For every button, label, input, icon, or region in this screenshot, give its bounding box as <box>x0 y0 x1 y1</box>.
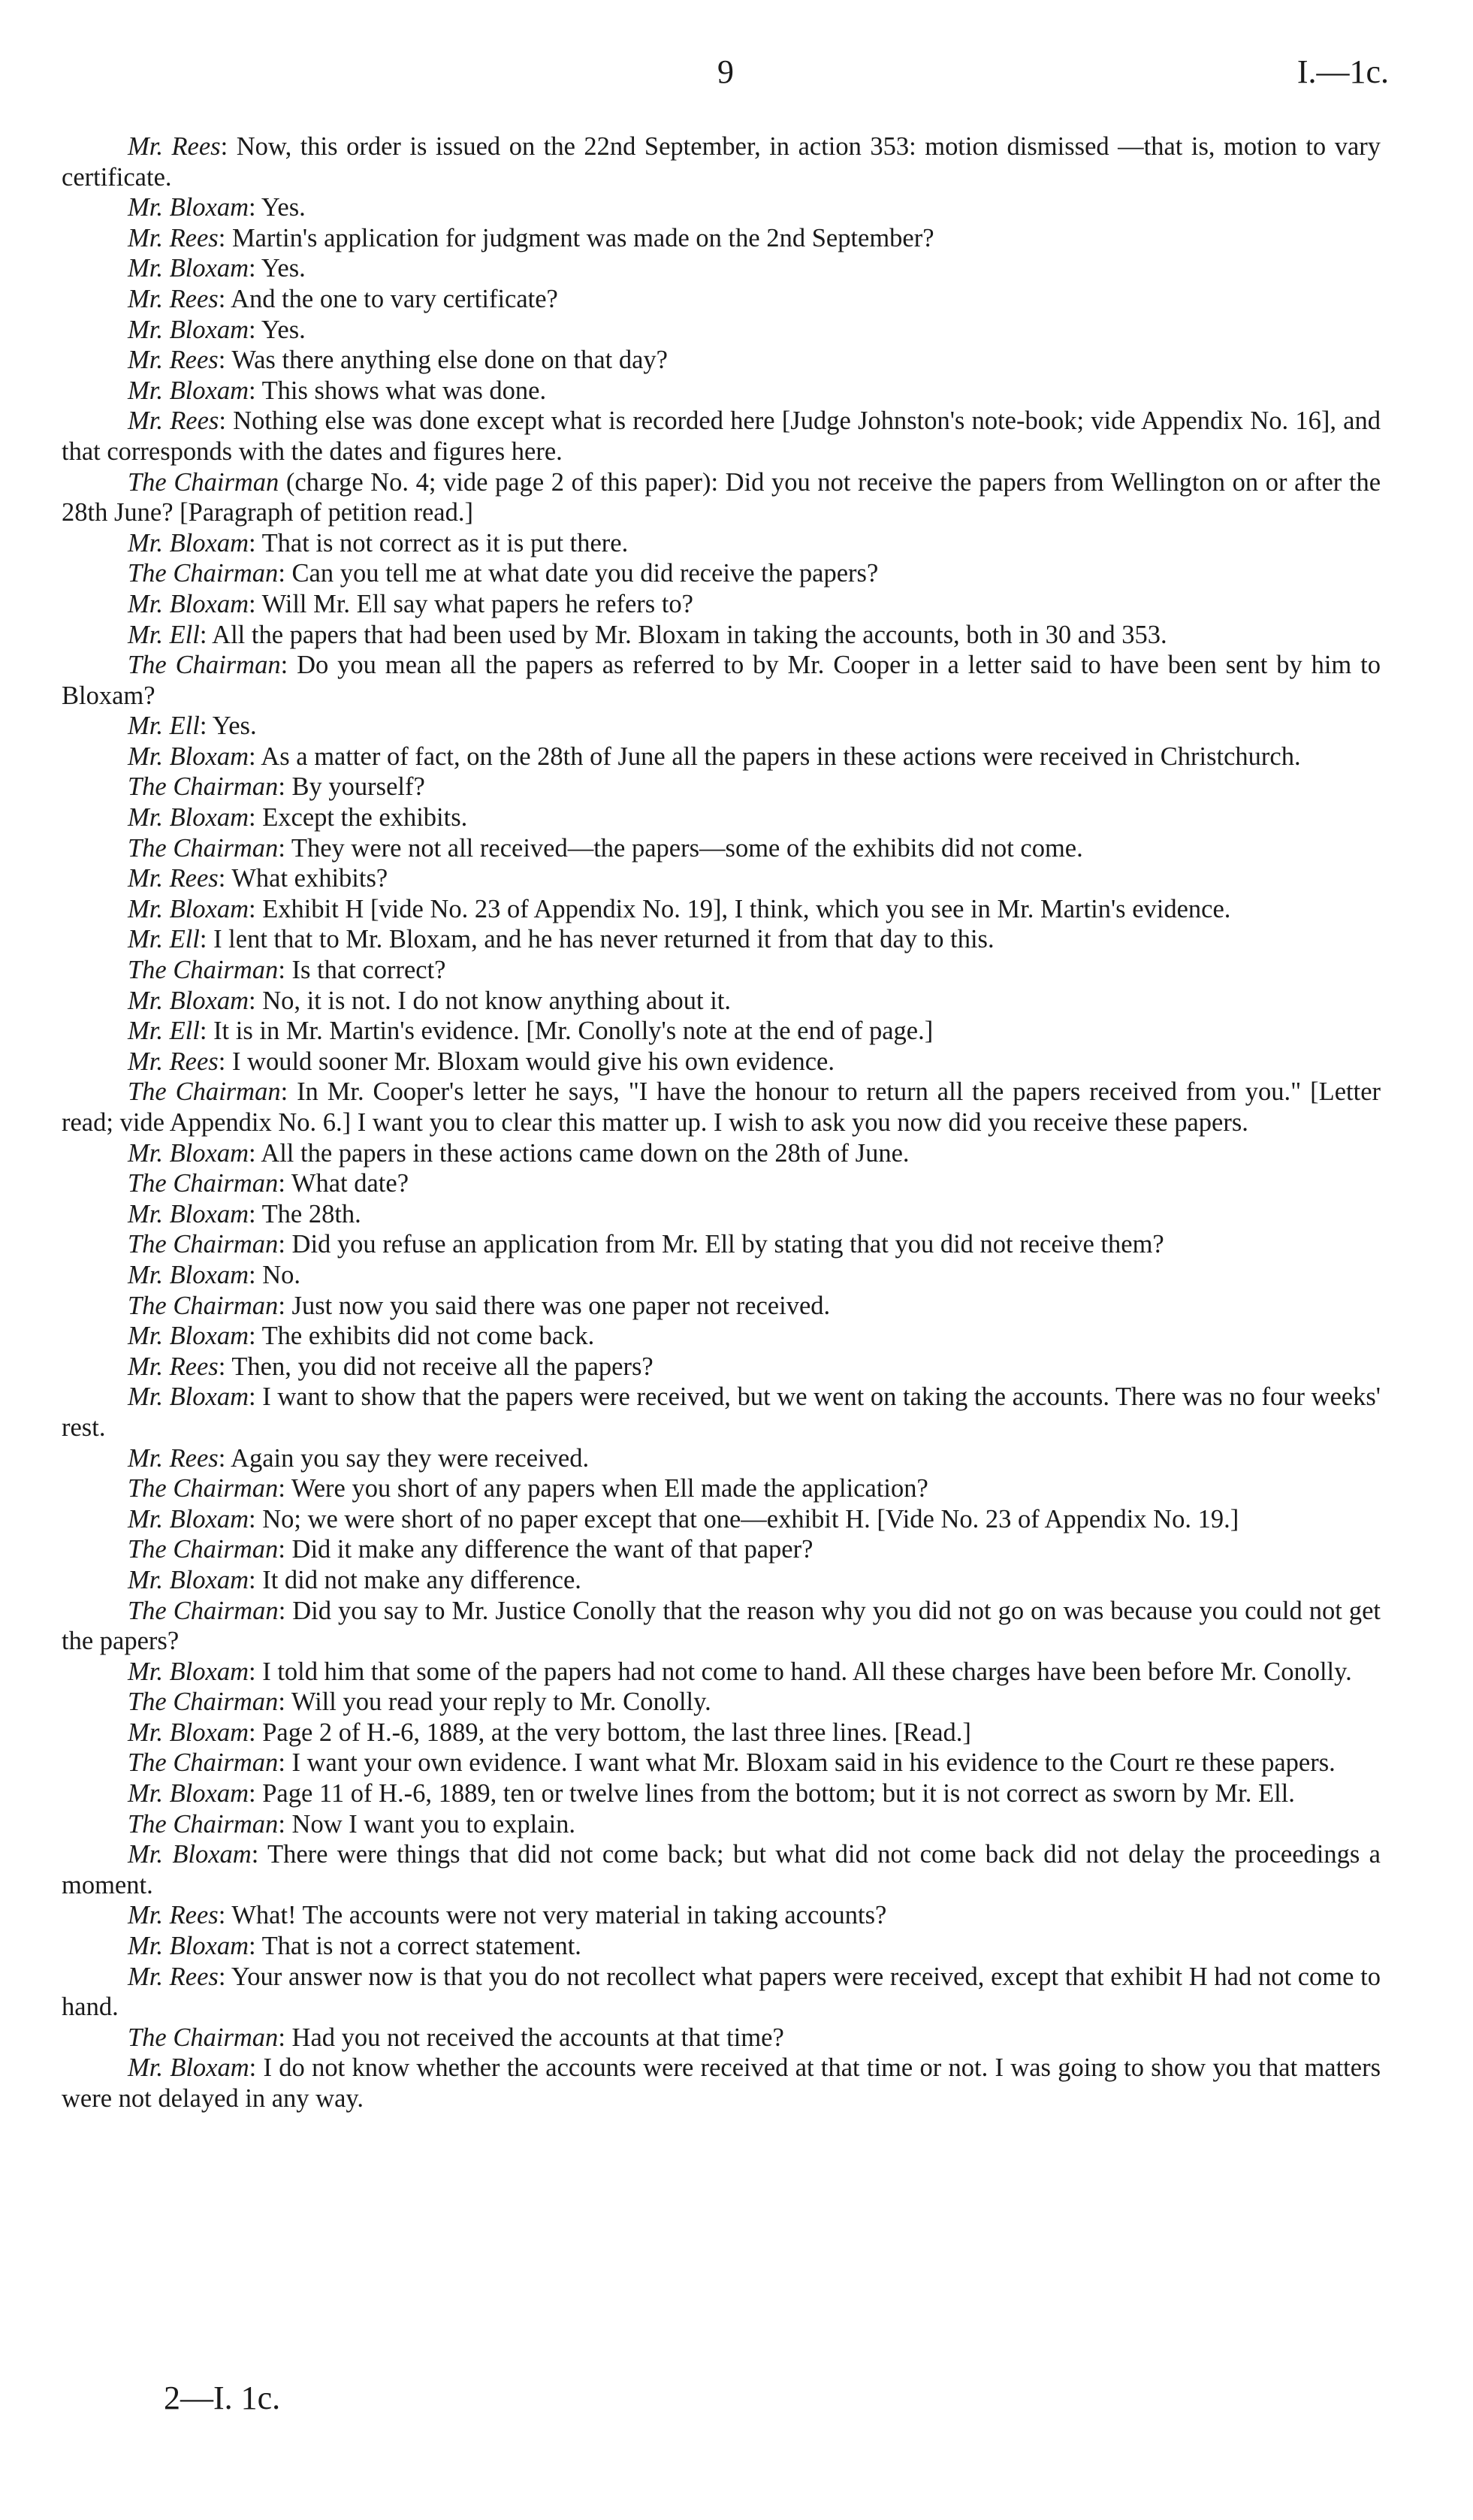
speaker-name: The Chairman <box>128 1688 279 1717</box>
testimony-paragraph: Mr. Bloxam: I do not know whether the accounts were received at that time or not. I was going to show you that matters were not delayed in any way. <box>62 2053 1381 2113</box>
statement-text: Will Mr. Ell say what papers he refers to? <box>261 589 693 618</box>
statement-text: And the one to vary certificate? <box>231 284 558 313</box>
speaker-name: Mr. Bloxam <box>128 1565 249 1594</box>
speaker-name: Mr. Rees <box>128 864 219 893</box>
speaker-name: The Chairman <box>128 2023 279 2052</box>
statement-text: Can you tell me at what date you did receive the papers? <box>291 559 879 588</box>
speaker-name: Mr. Bloxam <box>128 803 249 832</box>
testimony-paragraph: Mr. Bloxam: I told him that some of the papers had not come to hand. All these charges have been before Mr. Conolly. <box>128 1657 1352 1686</box>
testimony-paragraph: The Chairman: What date? <box>128 1169 409 1198</box>
testimony-paragraph: Mr. Bloxam: No; we were short of no paper except that one—exhibit H. [Vide No. 23 of Appendix No. 19.] <box>128 1504 1239 1533</box>
speaker-name: Mr. Bloxam <box>128 986 249 1015</box>
statement-text: Just now you said there was one paper not received. <box>291 1291 831 1320</box>
testimony-paragraph: Mr. Rees: Again you say they were received. <box>128 1443 590 1473</box>
speaker-name: Mr. Bloxam <box>128 193 249 222</box>
testimony-paragraph: Mr. Bloxam: That is not correct as it is put there. <box>128 528 629 557</box>
speaker-name: Mr. Bloxam <box>128 894 249 923</box>
speaker-name: Mr. Rees <box>128 284 219 313</box>
speaker-name: Mr. Bloxam <box>128 1260 249 1289</box>
speaker-name: Mr. Rees <box>128 1352 219 1381</box>
speaker-name: The Chairman <box>128 1535 279 1564</box>
speaker-name: Mr. Rees <box>128 406 219 436</box>
speaker-name: Mr. Rees <box>128 223 219 252</box>
testimony-paragraph: The Chairman: Did you say to Mr. Justice Conolly that the reason why you did not go on was because you could not get the papers? <box>62 1596 1381 1656</box>
statement-text: Were you short of any papers when Ell made the application? <box>291 1474 928 1503</box>
testimony-paragraph: The Chairman: Did you refuse an application from Mr. Ell by stating that you did not receive them? <box>128 1230 1164 1259</box>
testimony-paragraph <box>62 467 1381 528</box>
statement-text: What! The accounts were not very material in taking accounts? <box>231 1901 887 1930</box>
statement-text: I want your own evidence. I want what Mr. Bloxam said in his evidence to the Court re these papers. <box>291 1748 1336 1778</box>
testimony-paragraph: The Chairman: I want your own evidence. I want what Mr. Bloxam said in his evidence to the Court re these papers. <box>128 1748 1336 1778</box>
speaker-name: The Chairman <box>128 1748 279 1778</box>
statement-text: That is not correct as it is put there. <box>261 528 629 557</box>
statement-text: Yes. <box>261 315 306 344</box>
speaker-name: Mr. Rees <box>128 1901 219 1930</box>
testimony-paragraph: Mr. Bloxam: No, it is not. I do not know anything about it. <box>128 986 732 1015</box>
testimony-paragraph: The Chairman: Do you mean all the papers as referred to by Mr. Cooper in a letter said to have been sent by him to Bloxam? <box>62 651 1381 710</box>
sheet-signature: 2—I. 1c. <box>164 2379 281 2416</box>
speaker-name: Mr. Ell <box>128 1017 200 1046</box>
statement-text: In Mr. Cooper's letter he says, "I have the honour to return all the papers received from you." [Letter read; vide Appendix No. 6.] I want you to clear this matter up. I wish to ask you now did you receive these papers. <box>62 1077 1381 1137</box>
testimony-paragraph: Mr. Bloxam: Page 2 of H.-6, 1889, at the very bottom, the last three lines. [Read.] <box>128 1718 971 1747</box>
testimony-paragraph: The Chairman: Is that correct? <box>128 956 446 985</box>
statement-text: All the papers in these actions came down on the 28th of June. <box>261 1138 910 1168</box>
testimony-paragraph: Mr. Rees: What exhibits? <box>128 864 388 893</box>
speaker-name: Mr. Bloxam <box>128 1138 249 1168</box>
testimony-paragraph: Mr. Bloxam: Page 11 of H.-6, 1889, ten or twelve lines from the bottom; but it is not correct as sworn by Mr. Ell. <box>128 1779 1295 1808</box>
speaker-name: Mr. Rees <box>128 346 219 375</box>
testimony-paragraph: Mr. Rees: Your answer now is that you do not recollect what papers were received, except that exhibit H had not come to hand. <box>62 1962 1381 2022</box>
testimony-paragraph: Mr. Bloxam: All the papers in these actions came down on the 28th of June. <box>128 1138 910 1168</box>
statement-text: Is that correct? <box>291 956 446 985</box>
statement-text: Again you say they were received. <box>231 1443 590 1473</box>
speaker-name: The Chairman <box>128 1230 279 1259</box>
statement-text: I told him that some of the papers had not come to hand. All these charges have been before Mr. Conolly. <box>262 1657 1352 1686</box>
testimony-paragraph: Mr. Ell: All the papers that had been used by Mr. Bloxam in taking the accounts, both in 30 and 353. <box>128 620 1167 649</box>
testimony-paragraph: The Chairman: Were you short of any papers when Ell made the application? <box>128 1474 928 1503</box>
speaker-name: Mr. Bloxam <box>128 315 249 344</box>
speaker-name: Mr. Bloxam <box>128 1382 249 1412</box>
speaker-name: Mr. Bloxam <box>128 1932 249 1961</box>
statement-text: Page 2 of H.-6, 1889, at the very bottom, the last three lines. [Read.] <box>262 1718 971 1747</box>
statement-text: As a matter of fact, on the 28th of June all the papers in these actions were received in Christchurch. <box>261 742 1301 771</box>
testimony-paragraph: The Chairman: By yourself? <box>128 772 425 802</box>
statement-text: I lent that to Mr. Bloxam, and he has never returned it from that day to this. <box>213 925 995 954</box>
statement-text: It is in Mr. Martin's evidence. [Mr. Conolly's note at the end of page.] <box>213 1017 934 1046</box>
statement-text: Will you read your reply to Mr. Conolly. <box>291 1688 711 1717</box>
statement-text: (charge No. 4; vide page 2 of this paper): Did you not receive the papers from Wellington on or after the 28th June? [Paragraph of petition read.] <box>62 467 1381 527</box>
statement-text: I do not know whether the accounts were received at that time or not. I was going to show you that matters were not delayed in any way. <box>62 2053 1381 2113</box>
statement-text: Did you refuse an application from Mr. Ell by stating that you did not receive them? <box>291 1230 1164 1259</box>
statement-text: Then, you did not receive all the papers? <box>231 1352 653 1381</box>
statement-text: Did you say to Mr. Justice Conolly that the reason why you did not go on was because you could not get the papers? <box>62 1596 1381 1656</box>
statement-text: No; we were short of no paper except that one—exhibit H. [Vide No. 23 of Appendix No. 19.] <box>262 1504 1239 1533</box>
speaker-name: Mr. Rees <box>128 1443 219 1473</box>
speaker-name: The Chairman <box>128 1809 279 1839</box>
testimony-paragraph: Mr. Bloxam: That is not a correct statement. <box>128 1932 581 1961</box>
speaker-name: The Chairman <box>128 467 279 497</box>
testimony-paragraph: Mr. Bloxam: I want to show that the papers were received, but we went on taking the accounts. There was no four weeks' rest. <box>62 1382 1381 1442</box>
testimony-paragraph: Mr. Rees: Nothing else was done except what is recorded here [Judge Johnston's note-book; vide Appendix No. 16], and that corresponds with the dates and figures here. <box>62 406 1381 466</box>
testimony-paragraph: Mr. Ell: It is in Mr. Martin's evidence. [Mr. Conolly's note at the end of page.] <box>128 1017 934 1046</box>
statement-text: What date? <box>291 1169 409 1198</box>
testimony-paragraph: Mr. Rees: And the one to vary certificate? <box>128 284 558 313</box>
statement-text: By yourself? <box>291 772 425 802</box>
speaker-name: Mr. Rees <box>128 1047 219 1076</box>
speaker-name: The Chairman <box>128 772 279 802</box>
testimony-paragraph: Mr. Rees: I would sooner Mr. Bloxam would give his own evidence. <box>128 1047 835 1076</box>
testimony-paragraph: Mr. Bloxam: It did not make any difference. <box>128 1565 581 1594</box>
speaker-name: Mr. Bloxam <box>128 1718 249 1747</box>
statement-text: That is not a correct statement. <box>261 1932 581 1961</box>
statement-text: Your answer now is that you do not recollect what papers were received, except that exhibit H had not come to hand. <box>62 1962 1381 2022</box>
testimony-paragraph: The Chairman: In Mr. Cooper's letter he says, "I have the honour to return all the papers received from you." [Letter read; vide Appendix No. 6.] I want you to clear this matter up. I wish to ask you now did you receive these papers. <box>62 1077 1381 1137</box>
testimony-paragraph: The Chairman: Had you not received the accounts at that time? <box>128 2023 784 2052</box>
testimony-paragraph: The Chairman: Now I want you to explain. <box>128 1809 576 1839</box>
testimony-paragraph: Mr. Bloxam: Exhibit H [vide No. 23 of Appendix No. 19], I think, which you see in Mr. Martin's evidence. <box>128 894 1231 923</box>
testimony-paragraph: The Chairman: Will you read your reply to Mr. Conolly. <box>128 1688 711 1717</box>
statement-text: No, it is not. I do not know anything about it. <box>262 986 732 1015</box>
statement-text: Except the exhibits. <box>262 803 468 832</box>
statement-text: Martin's application for judgment was made on the 2nd September? <box>231 223 934 252</box>
statement-text: Was there anything else done on that day? <box>231 346 668 375</box>
testimony-paragraph: Mr. Bloxam: This shows what was done. <box>128 376 547 405</box>
transcript-body <box>62 131 1381 2114</box>
testimony-paragraph: Mr. Ell: I lent that to Mr. Bloxam, and he has never returned it from that day to this. <box>128 925 995 954</box>
testimony-paragraph: Mr. Bloxam: Yes. <box>128 315 306 344</box>
speaker-name: The Chairman <box>128 1169 279 1198</box>
testimony-paragraph: Mr. Bloxam: Except the exhibits. <box>128 803 468 832</box>
statement-text: Yes. <box>261 193 306 222</box>
statement-text: Now I want you to explain. <box>291 1809 576 1839</box>
speaker-name: Mr. Bloxam <box>128 1199 249 1228</box>
statement-text: The exhibits did not come back. <box>261 1322 595 1351</box>
statement-text: No. <box>262 1260 300 1289</box>
speaker-name: Mr. Rees <box>128 1962 219 1991</box>
speaker-name: Mr. Bloxam <box>128 1322 249 1351</box>
statement-text: What exhibits? <box>231 864 388 893</box>
speaker-name: Mr. Bloxam <box>128 1840 252 1869</box>
testimony-paragraph: Mr. Rees: What! The accounts were not very material in taking accounts? <box>128 1901 887 1930</box>
testimony-paragraph: Mr. Bloxam: Yes. <box>128 254 306 283</box>
statement-text: Now, this order is issued on the 22nd September, in action 353: motion dismissed —that is, motion to vary certificate. <box>62 132 1381 192</box>
statement-text: All the papers that had been used by Mr. Bloxam in taking the accounts, both in 30 and 353. <box>212 620 1167 649</box>
speaker-name: Mr. Bloxam <box>128 1779 249 1808</box>
statement-text: Page 11 of H.-6, 1889, ten or twelve lines from the bottom; but it is not correct as sworn by Mr. Ell. <box>262 1779 1295 1808</box>
testimony-paragraph: Mr. Rees: Martin's application for judgment was made on the 2nd September? <box>128 223 934 252</box>
testimony-paragraph: Mr. Rees: Was there anything else done on that day? <box>128 346 668 375</box>
speaker-name: Mr. Bloxam <box>128 254 249 283</box>
speaker-name: Mr. Bloxam <box>128 1504 249 1533</box>
testimony-paragraph: Mr. Rees: Then, you did not receive all the papers? <box>128 1352 653 1381</box>
speaker-name: The Chairman <box>128 1291 279 1320</box>
speaker-name: Mr. Ell <box>128 712 200 741</box>
statement-text: There were things that did not come back; but what did not come back did not delay the proceedings a moment. <box>62 1840 1381 1899</box>
testimony-paragraph: Mr. Bloxam: No. <box>128 1260 300 1289</box>
speaker-name: Mr. Rees <box>128 132 221 161</box>
statement-text: This shows what was done. <box>261 376 547 405</box>
statement-text: They were not all received—the papers—some of the exhibits did not come. <box>291 833 1083 863</box>
speaker-name: Mr. Bloxam <box>128 589 249 618</box>
speaker-name: The Chairman <box>128 559 279 588</box>
testimony-paragraph: Mr. Ell: Yes. <box>128 712 257 741</box>
page-number: 9 <box>717 53 734 90</box>
testimony-paragraph: Mr. Bloxam: There were things that did not come back; but what did not come back did not delay the proceedings a moment. <box>62 1840 1381 1899</box>
testimony-paragraph: The Chairman: Did it make any difference the want of that paper? <box>128 1535 813 1564</box>
speaker-name: Mr. Bloxam <box>128 376 249 405</box>
speaker-name: Mr. Bloxam <box>128 528 249 557</box>
speaker-name: The Chairman <box>128 1077 281 1107</box>
testimony-paragraph: The Chairman: Can you tell me at what date you did receive the papers? <box>128 559 879 588</box>
statement-text: I want to show that the papers were received, but we went on taking the accounts. There was no four weeks' rest. <box>62 1382 1381 1442</box>
statement-text: I would sooner Mr. Bloxam would give his own evidence. <box>231 1047 835 1076</box>
testimony-paragraph: Mr. Bloxam: As a matter of fact, on the 28th of June all the papers in these actions were received in Christchurch. <box>128 742 1301 771</box>
speaker-name: The Chairman <box>128 651 281 680</box>
speaker-name: The Chairman <box>128 1596 279 1625</box>
testimony-paragraph: Mr. Bloxam: Yes. <box>128 193 306 222</box>
statement-text: Exhibit H [vide No. 23 of Appendix No. 19], I think, which you see in Mr. Martin's evidence. <box>262 894 1231 923</box>
statement-text: Yes. <box>212 712 257 741</box>
speaker-name: The Chairman <box>128 1474 279 1503</box>
speaker-name: Mr. Ell <box>128 620 200 649</box>
testimony-paragraph: Mr. Rees: Now, this order is issued on the 22nd September, in action 353: motion dismissed —that is, motion to vary certificate. <box>62 132 1381 192</box>
speaker-name: Mr. Bloxam <box>128 742 249 771</box>
testimony-paragraph: Mr. Bloxam: The exhibits did not come back. <box>128 1322 595 1351</box>
speaker-name: The Chairman <box>128 833 279 863</box>
document-reference: I.—1c. <box>1296 53 1389 90</box>
statement-text: Nothing else was done except what is recorded here [Judge Johnston's note-book; vide Appendix No. 16], and that corresponds with the dates and figures here. <box>62 406 1381 466</box>
testimony-paragraph: Mr. Bloxam: The 28th. <box>128 1199 361 1228</box>
speaker-name: Mr. Bloxam <box>128 1657 249 1686</box>
testimony-paragraph: Mr. Bloxam: Will Mr. Ell say what papers he refers to? <box>128 589 693 618</box>
speaker-name: The Chairman <box>128 956 279 985</box>
statement-text: It did not make any difference. <box>262 1565 581 1594</box>
statement-text: Did it make any difference the want of that paper? <box>291 1535 813 1564</box>
speaker-name: Mr. Bloxam <box>128 2053 249 2083</box>
statement-text: Do you mean all the papers as referred to by Mr. Cooper in a letter said to have been sent by him to Bloxam? <box>62 651 1381 710</box>
speaker-name: Mr. Ell <box>128 925 200 954</box>
statement-text: The 28th. <box>261 1199 361 1228</box>
statement-text: Had you not received the accounts at that time? <box>291 2023 784 2052</box>
testimony-paragraph: The Chairman: Just now you said there was one paper not received. <box>128 1291 831 1320</box>
statement-text: Yes. <box>261 254 306 283</box>
testimony-paragraph: The Chairman: They were not all received—the papers—some of the exhibits did not come. <box>128 833 1083 863</box>
